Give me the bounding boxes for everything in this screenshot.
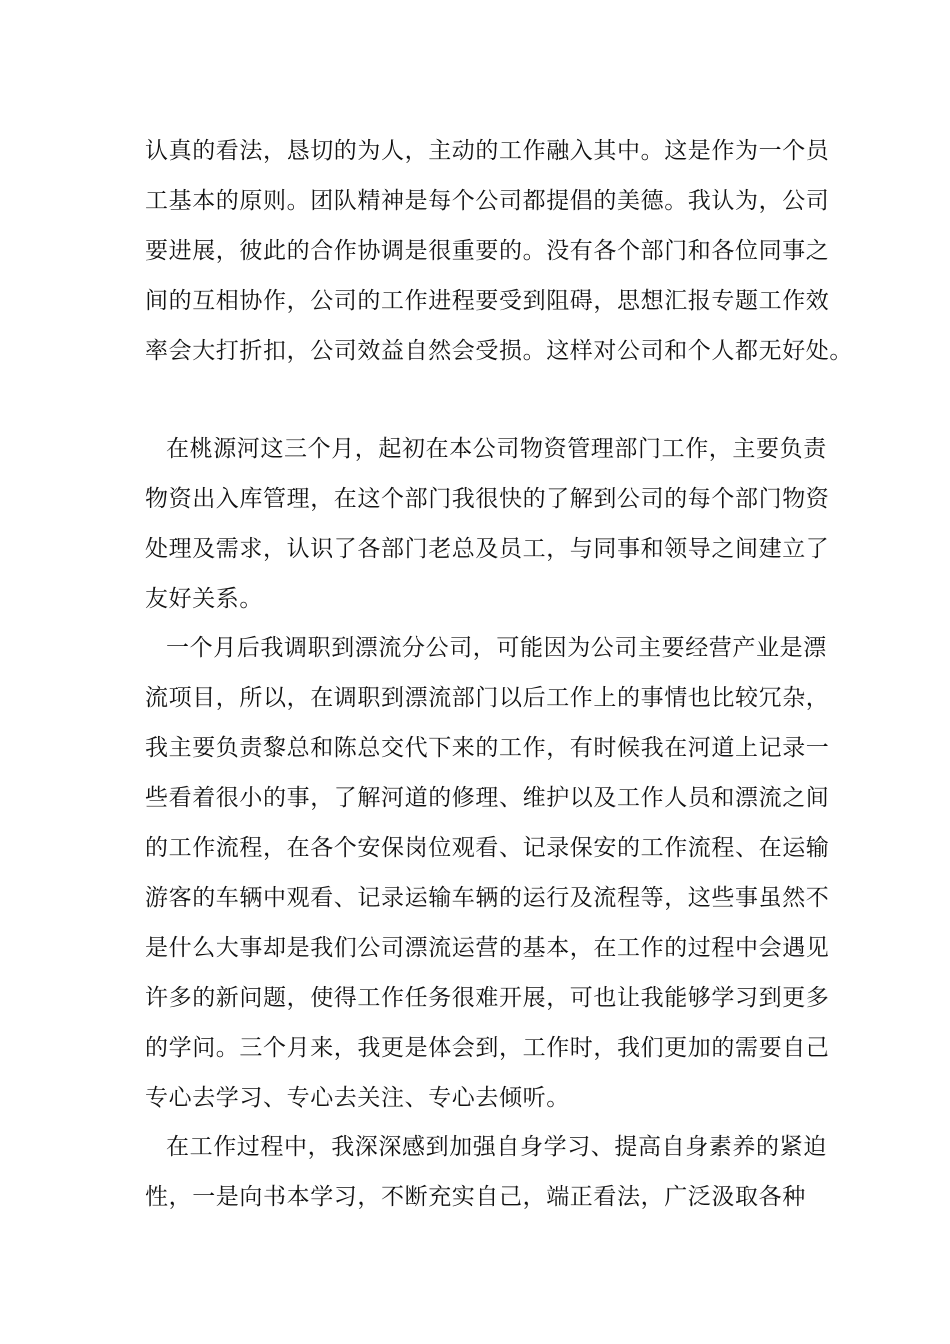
text-line: 我主要负责黎总和陈总交代下来的工作，有时候我在河道上记录一 [145, 735, 830, 761]
text-line: 的工作流程，在各个安保岗位观看、记录保安的工作流程、在运输 [145, 835, 830, 861]
text-line: 性，一是向书本学习，不断充实自己，端正看法，广泛汲取各种 [145, 1184, 806, 1210]
text-line: 要进展，彼此的合作协调是很重要的。没有各个部门和各位同事之 [145, 238, 830, 264]
text-line: 的学问。三个月来，我更是体会到，工作时，我们更加的需要自己 [145, 1035, 830, 1061]
text-line: 许多的新问题，使得工作任务很难开展，可也让我能够学习到更多 [145, 985, 830, 1011]
text-line: 在桃源河这三个月，起初在本公司物资管理部门工作，主要负责 [166, 436, 827, 462]
text-line: 工基本的原则。团队精神是每个公司都提倡的美德。我认为，公司 [145, 188, 830, 214]
text-line: 友好关系。 [145, 586, 263, 612]
text-line: 在工作过程中，我深深感到加强自身学习、提高自身素养的紧迫 [166, 1134, 827, 1160]
text-line: 认真的看法，恳切的为人，主动的工作融入其中。这是作为一个员 [145, 138, 830, 164]
text-line: 率会大打折扣，公司效益自然会受损。这样对公司和个人都无好处。 [145, 338, 853, 364]
text-line: 专心去学习、专心去关注、专心去倾听。 [145, 1085, 570, 1111]
text-line: 游客的车辆中观看、记录运输车辆的运行及流程等，这些事虽然不 [145, 885, 830, 911]
text-line: 一个月后我调职到漂流分公司，可能因为公司主要经营产业是漂 [166, 635, 827, 661]
text-line: 物资出入库管理，在这个部门我很快的了解到公司的每个部门物资 [145, 486, 830, 512]
text-line: 间的互相协作，公司的工作进程要受到阻碍，思想汇报专题工作效 [145, 288, 830, 314]
text-line: 处理及需求，认识了各部门老总及员工，与同事和领导之间建立了 [145, 536, 830, 562]
text-line: 些看着很小的事，了解河道的修理、维护以及工作人员和漂流之间 [145, 785, 830, 811]
text-line: 是什么大事却是我们公司漂流运营的基本，在工作的过程中会遇见 [145, 935, 830, 961]
text-line: 流项目，所以，在调职到漂流部门以后工作上的事情也比较冗杂， [145, 685, 830, 711]
